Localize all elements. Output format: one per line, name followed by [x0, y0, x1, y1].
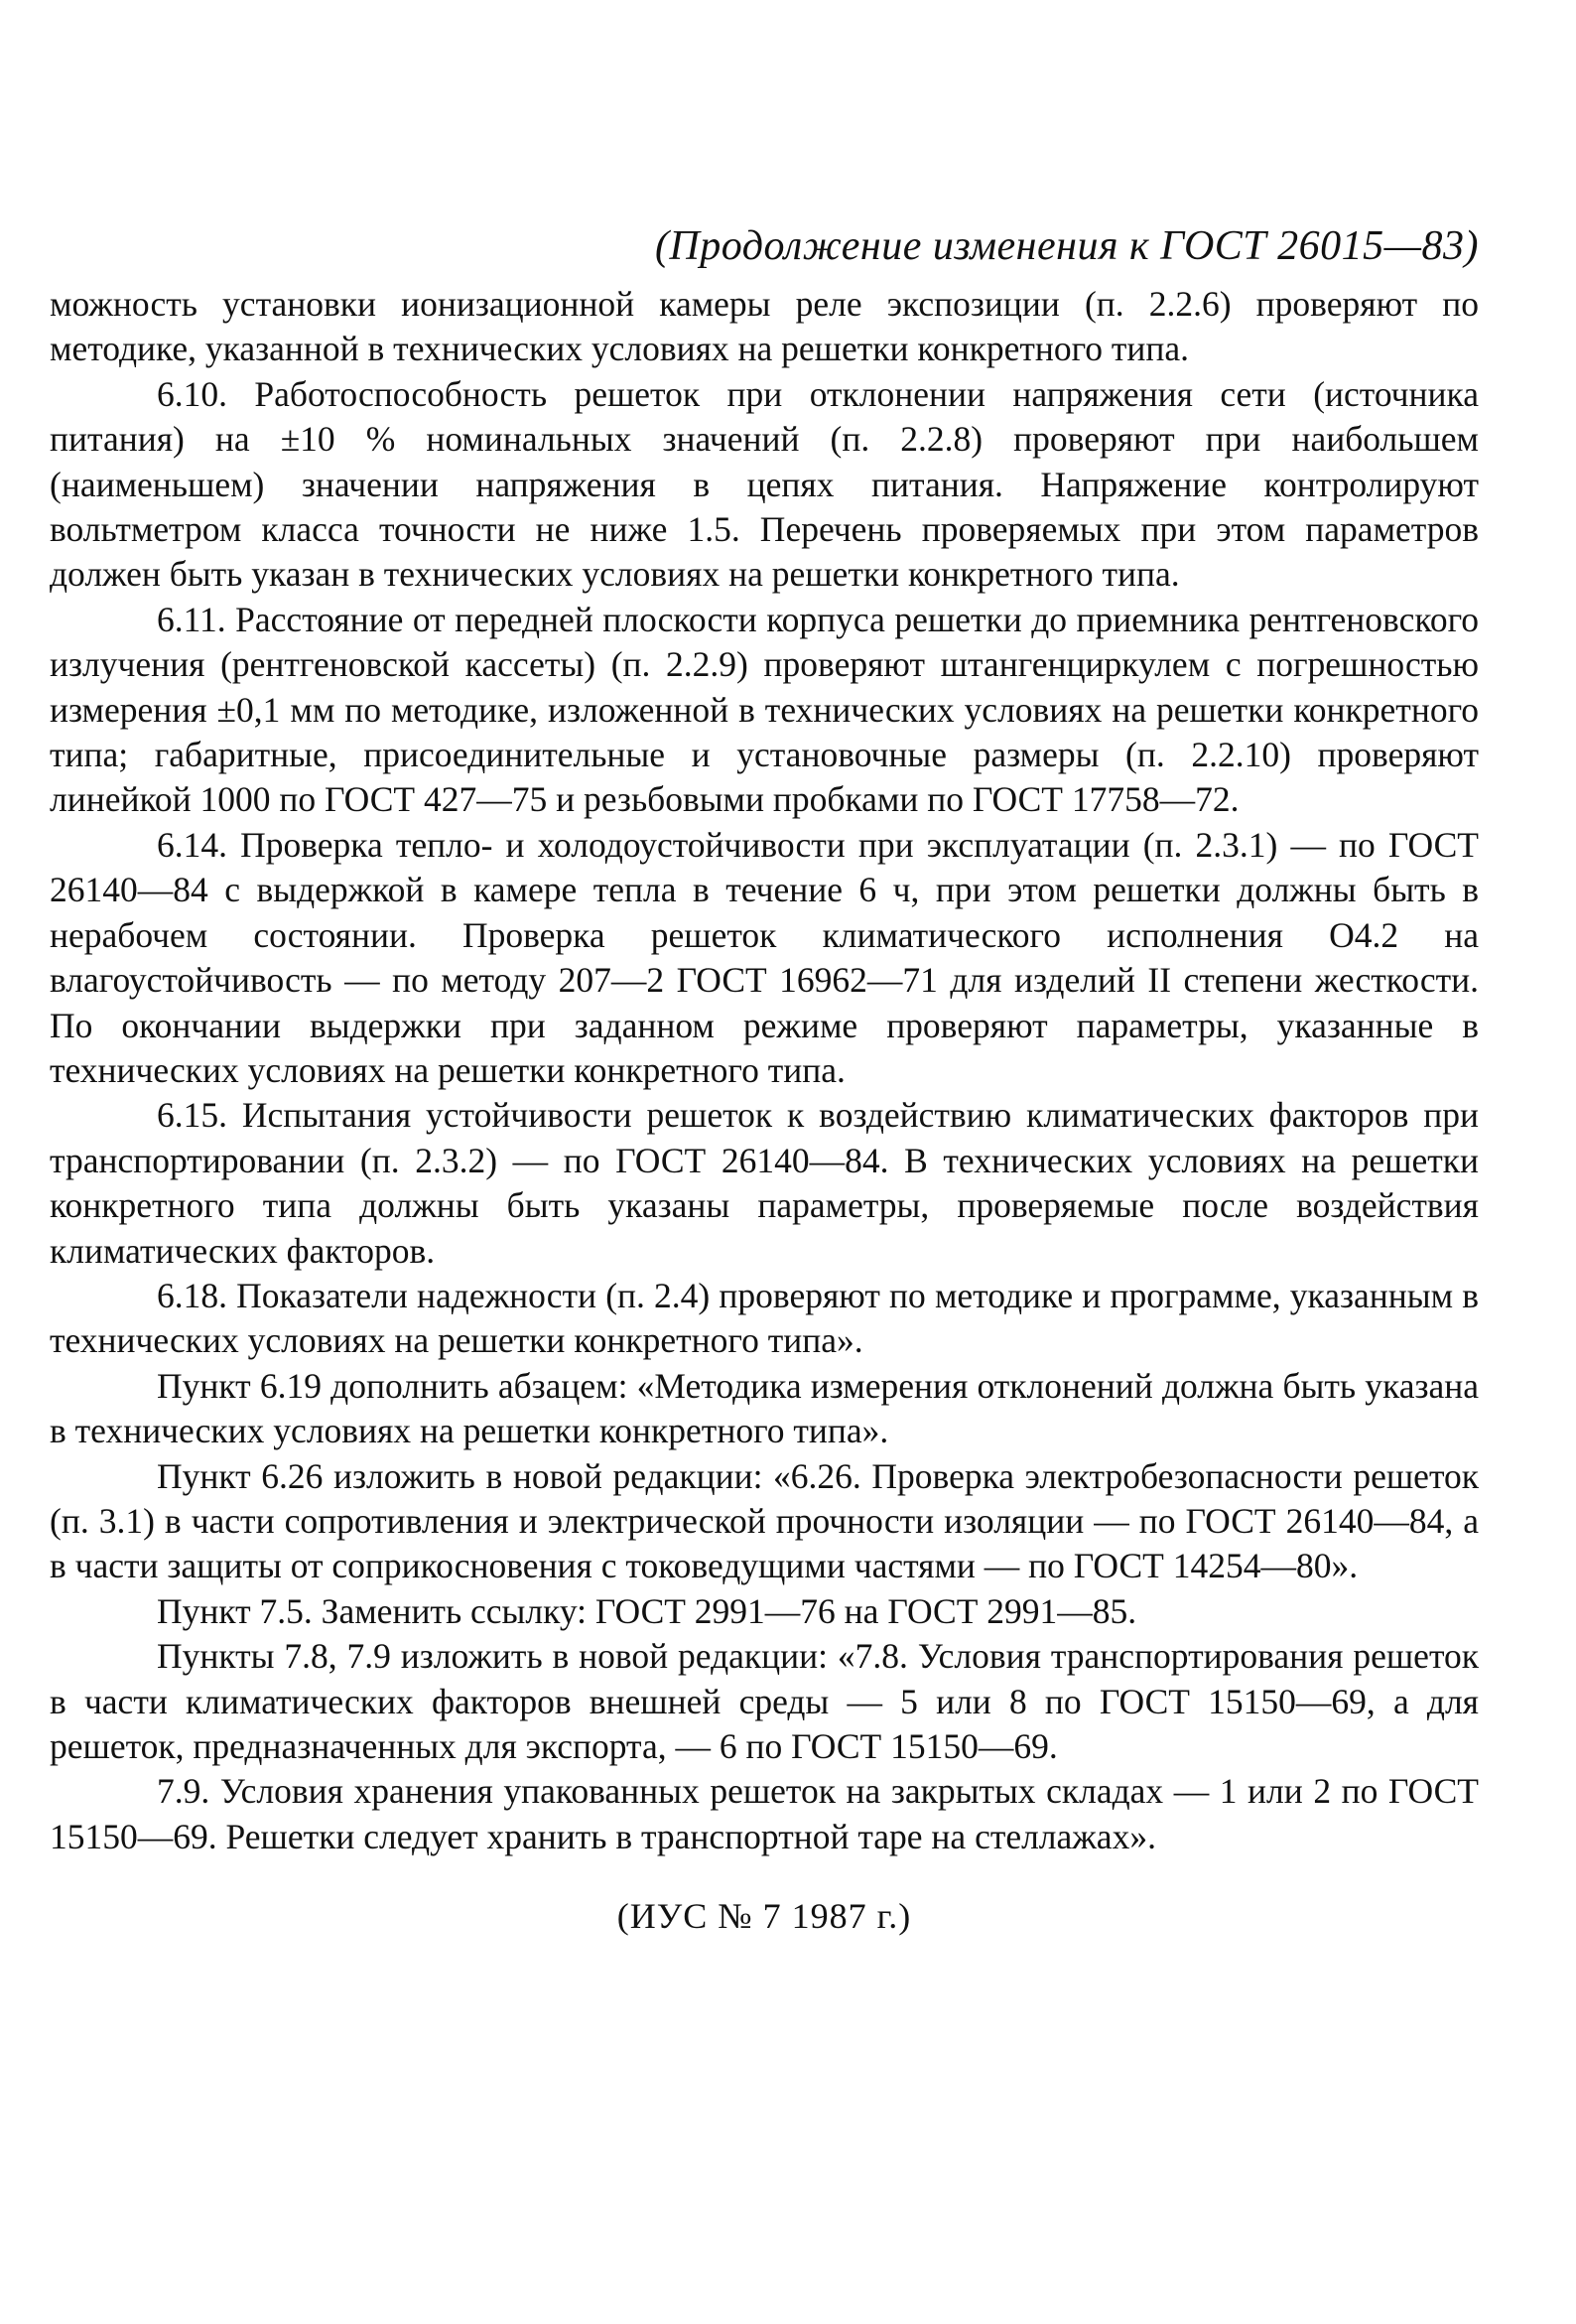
- paragraph-6-14: 6.14. Проверка тепло- и холодоустойчивости при эксплуатации (п. 2.3.1) — по ГОСТ 26140—84 с выдержкой в камере тепла в течение 6 ч, при этом решетки должны быть в нерабочем состоянии. Проверка решеток климатического исполнения О4.2 на влагоустойчивость — по методу 207—2 ГОСТ 16962—71 для изделий II степени жесткости. По окончании выдержки при заданном режиме проверяют параметры, указанные в технических условиях на решетки конкретного типа.: [50, 824, 1479, 1090]
- paragraph-7-9: 7.9. Условия хранения упакованных решеток на закрытых складах — 1 или 2 по ГОСТ 15150—69. Решетки следует хранить в транспортной таре на стеллажах».: [50, 1771, 1479, 1856]
- paragraph-6-11: 6.11. Расстояние от передней плоскости корпуса решетки до приемника рентгеновского излучения (рентгеновской кассеты) (п. 2.2.9) проверяют штангенциркулем с погрешностью измерения ±0,1 мм по методике, изложенной в технических условиях на решетки конкретного типа; габаритные, присоединительные и установочные размеры (п. 2.2.10) проверяют линейкой 1000 по ГОСТ 427—75 и резьбовыми пробками по ГОСТ 17758—72.: [50, 599, 1479, 820]
- paragraph-6-26: Пункт 6.26 изложить в новой редакции: «6.26. Проверка электробезопасности решеток (п. 3.1) в части сопротивления и электрической прочности изоляции — по ГОСТ 26140—84, а в части защиты от соприкосновения с токоведущими частями — по ГОСТ 14254—80».: [50, 1455, 1479, 1586]
- paragraph-continuation: можность установки ионизационной камеры реле экспозиции (п. 2.2.6) проверяют по методике, указанной в технических условиях на решетки конкретного типа.: [50, 284, 1479, 369]
- paragraph-7-5: Пункт 7.5. Заменить ссылку: ГОСТ 2991—76 на ГОСТ 2991—85.: [157, 1590, 1137, 1631]
- paragraph-6-19: Пункт 6.19 дополнить абзацем: «Методика измерения отклонений должна быть указана в технических условиях на решетки конкретного типа».: [50, 1365, 1479, 1451]
- continuation-header: (Продолжение изменения к ГОСТ 26015—83): [654, 223, 1479, 269]
- paragraph-7-8: Пункты 7.8, 7.9 изложить в новой редакции: «7.8. Условия транспортирования решеток в части климатических факторов внешней среды — 5 или 8 по ГОСТ 15150—69, а для решеток, предназначенных для экспорта, — 6 по ГОСТ 15150—69.: [50, 1636, 1479, 1766]
- paragraph-6-10: 6.10. Работоспособность решеток при отклонении напряжения сети (источника питания) на ±10 % номинальных значений (п. 2.2.8) проверяют при наибольшем (наименьшем) значении напряжения в цепях питания. Напряжение контролируют вольтметром класса точности не ниже 1.5. Перечень проверяемых при этом параметров должен быть указан в технических условиях на решетки конкретного типа.: [50, 373, 1479, 595]
- source-footer: (ИУС № 7 1987 г.): [616, 1896, 912, 1937]
- document-page: [50, 220, 1479, 1939]
- paragraph-6-18: 6.18. Показатели надежности (п. 2.4) проверяют по методике и программе, указанным в технических условиях на решетки конкретного типа».: [50, 1275, 1479, 1361]
- document-body: [50, 282, 1479, 1859]
- paragraph-6-15: 6.15. Испытания устойчивости решеток к воздействию климатических факторов при транспортировании (п. 2.3.2) — по ГОСТ 26140—84. В технических условиях на решетки конкретного типа должны быть указаны параметры, проверяемые после воздействия климатических факторов.: [50, 1095, 1479, 1271]
